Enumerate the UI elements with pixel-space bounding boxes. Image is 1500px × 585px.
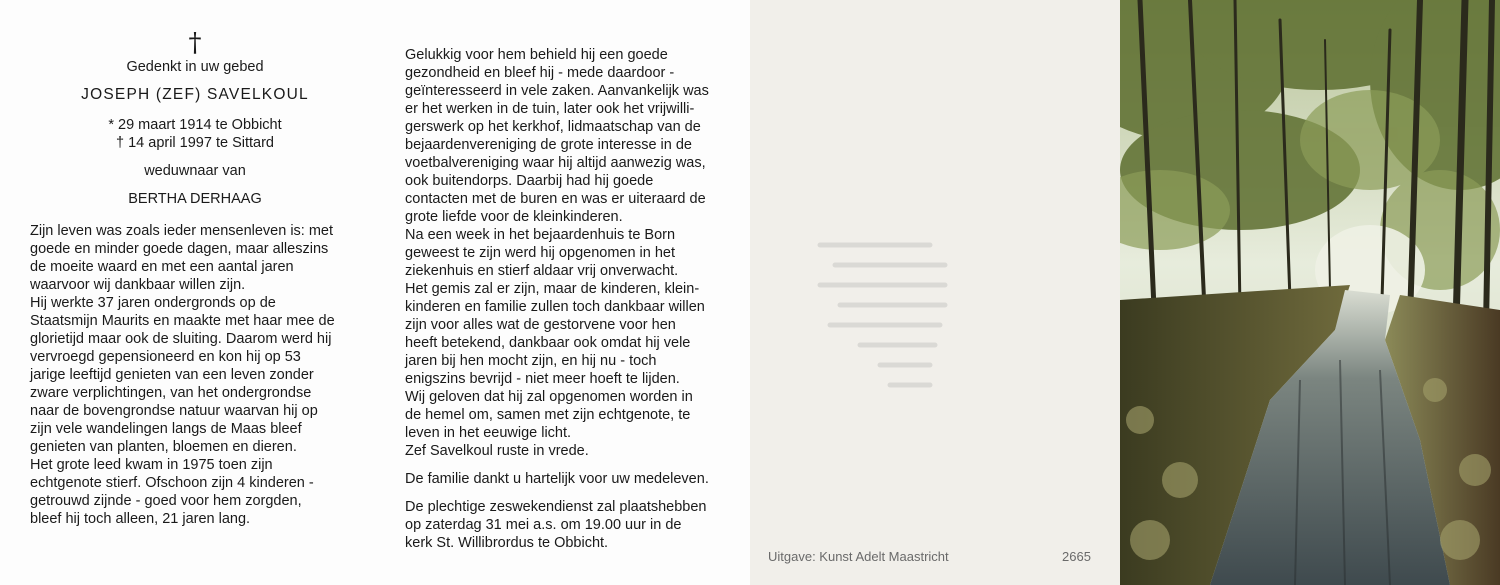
text-line: de moeite waard en met een aantal jaren (30, 259, 294, 275)
text-line: bejaardenvereniging de grote interesse in de (405, 137, 692, 153)
text-line: naar de bovengrondse natuur waarvan hij op (30, 403, 318, 419)
text-line: waarvoor wij dankbaar willen zijn. (30, 277, 246, 293)
death-line: † 14 april 1997 te Sittard (116, 135, 274, 151)
right-column (405, 46, 740, 552)
text-line: ziekenhuis en stierf aldaar vrij onverwacht. (405, 263, 679, 279)
left-column (30, 30, 360, 528)
text-line: heeft betekend, dankbaar ook omdat hij vele (405, 335, 691, 351)
text-line: De plechtige zeswekendienst zal plaatshebben (405, 499, 707, 515)
text-line: Gelukkig voor hem behield hij een goede (405, 47, 668, 63)
text-line: contacten met de buren en was er uiteraard de (405, 191, 706, 207)
thanks-text: De familie dankt u hartelijk voor uw medeleven. (405, 471, 709, 487)
text-line: Wij geloven dat hij zal opgenomen worden in (405, 389, 693, 405)
text-line: kerk St. Willibrordus te Obbicht. (405, 535, 609, 551)
text-line: Staatsmijn Maurits en maakte met haar mee de (30, 313, 335, 329)
text-line: Na een week in het bejaardenhuis te Born (405, 227, 676, 243)
text-line: Zef Savelkoul ruste in vrede. (405, 443, 589, 459)
biography-part-2 (405, 46, 740, 460)
text-line: Zijn leven was zoals ieder mensenleven is: met (30, 223, 334, 239)
text-line: kinderen en familie zullen toch dankbaar willen (405, 299, 705, 315)
text-line: grote liefde voor de kleinkinderen. (405, 209, 623, 225)
text-line: goede en minder goede dagen, maar alleszins (30, 241, 329, 257)
text-line: voetbalvereniging waar hij altijd aanwezig was, (405, 155, 706, 171)
biography-part-1 (30, 222, 360, 528)
text-line: bleef hij toch alleen, 21 jaren lang. (30, 511, 251, 527)
bleed-through-ghost (780, 230, 950, 400)
text-line: zware verplichtingen, van het ondergrondse (30, 385, 312, 401)
text-line: gerswerk op het kerkhof, lidmaatschap van de (405, 119, 701, 135)
service-announcement (405, 498, 740, 552)
cross-icon: † (188, 28, 202, 58)
text-line: glorietijd maar ook de sluiting. Daarom werd hij (30, 331, 332, 347)
birth-line: * 29 maart 1914 te Obbicht (108, 117, 282, 133)
intro-text: Gedenkt in uw gebed (126, 59, 264, 75)
text-line: jarige leeftijd genieten van een leven zonder (30, 367, 314, 383)
text-line: enigszins bevrijd - niet meer hoeft te lijden. (405, 371, 680, 387)
text-line: vervroegd gepensioneerd en kon hij op 53 (30, 349, 301, 365)
text-line: ook buitendorps. Daarbij had hij goede (405, 173, 654, 189)
text-line: er het werken in de tuin, later ook het vrijwilli- (405, 101, 695, 117)
text-line: geïnteresseerd in vele zaken. Aanvankelijk was (405, 83, 709, 99)
forest-stream-photo (1120, 0, 1500, 585)
widow-of-text: weduwnaar van (144, 163, 246, 179)
text-line: geweest te zijn werd hij opgenomen in het (405, 245, 676, 261)
card-number: 2665 (1062, 549, 1091, 564)
text-line: Hij werkte 37 jaren ondergronds op de (30, 295, 276, 311)
spouse-name: BERTHA DERHAAG (128, 191, 262, 207)
text-line: Het grote leed kwam in 1975 toen zijn (30, 457, 273, 473)
text-line: de hemel om, samen met zijn echtgenote, te (405, 407, 691, 423)
text-line: genieten van planten, bloemen en dieren. (30, 439, 297, 455)
text-line: leven in het eeuwige licht. (405, 425, 572, 441)
text-line: gezondheid en bleef hij - mede daardoor - (405, 65, 675, 81)
text-line: zijn voor alles wat de gestorvene voor hen (405, 317, 676, 333)
text-line: Het gemis zal er zijn, maar de kinderen, klein- (405, 281, 700, 297)
text-line: zijn vele wandelingen langs de Maas bleef (30, 421, 302, 437)
text-line: op zaterdag 31 mei a.s. om 19.00 uur in de (405, 517, 682, 533)
text-line: jaren bij hen mocht zijn, en hij nu - toch (405, 353, 657, 369)
text-line: echtgenote stierf. Ofschoon zijn 4 kinderen - (30, 475, 314, 491)
deceased-name: JOSEPH (ZEF) SAVELKOUL (81, 86, 309, 103)
publisher-imprint: Uitgave: Kunst Adelt Maastricht (768, 549, 949, 564)
text-line: getrouwd zijnde - goed voor hem zorgden, (30, 493, 302, 509)
